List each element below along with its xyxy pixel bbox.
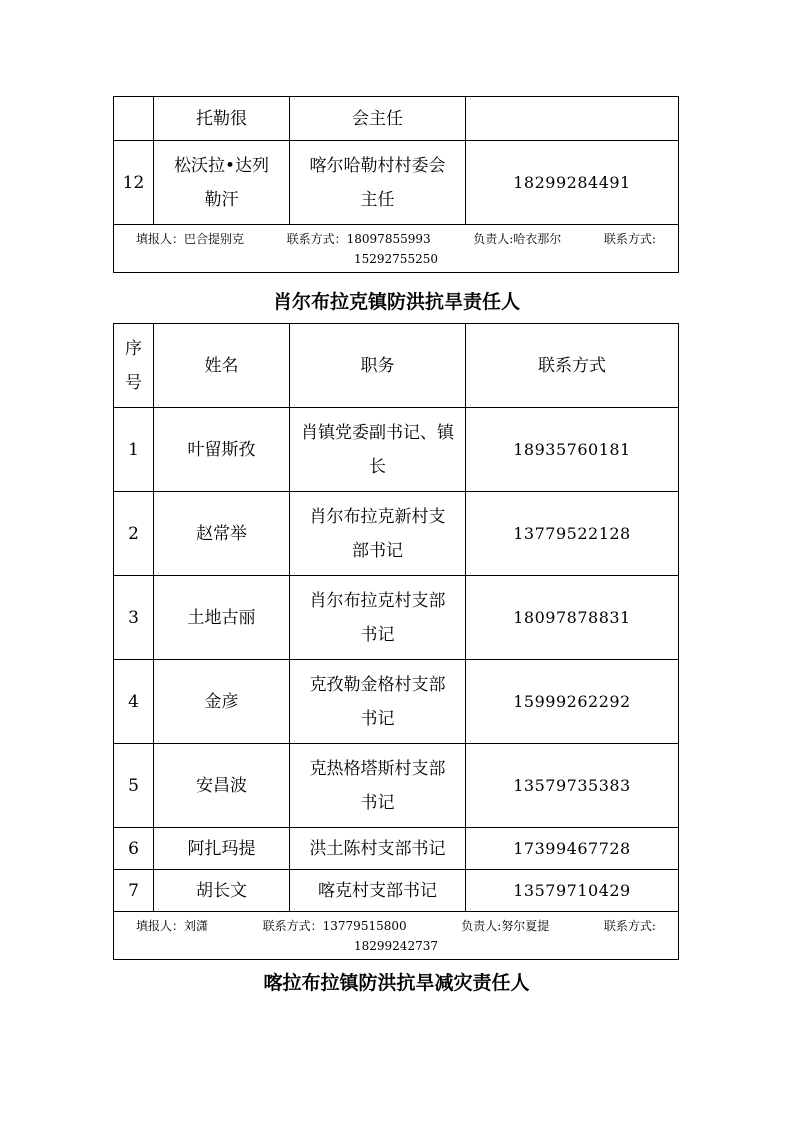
cell-name-line: 托勒很 (196, 108, 247, 129)
cell-title-line: 会主任 (352, 108, 403, 129)
cell-phone: 18935760181 (466, 408, 679, 492)
header-no (114, 324, 154, 408)
cell-name (154, 141, 290, 225)
cell-name: 胡长文 (154, 870, 290, 912)
table-continuation (113, 96, 679, 273)
cell-title-line: 克热格塔斯村支部 (309, 758, 446, 779)
footer-cell (114, 912, 679, 960)
header-no-line: 号 (125, 372, 142, 393)
cell-title-line: 喀尔哈勒村村委会 (309, 155, 446, 176)
cell-title-line: 部书记 (352, 540, 403, 561)
cell-name: 土地古丽 (154, 576, 290, 660)
cell-title (290, 408, 466, 492)
cell-no: 6 (114, 828, 154, 870)
cell-name: 赵常举 (154, 492, 290, 576)
cell-name: 叶留斯孜 (154, 408, 290, 492)
cell-title (290, 97, 466, 141)
cell-title-line: 洪土陈村支部书记 (309, 838, 446, 859)
table-row (114, 660, 679, 744)
table-row (114, 492, 679, 576)
header-title: 职务 (290, 324, 466, 408)
footer-cell (114, 225, 679, 273)
cell-no: 12 (114, 141, 154, 225)
cell-no: 2 (114, 492, 154, 576)
cell-name: 安昌波 (154, 744, 290, 828)
filler-contact: 联系方式：18097855993 (286, 231, 431, 246)
contact-label: 联系方式: (603, 918, 656, 933)
cell-phone: 18299284491 (466, 141, 679, 225)
cell-title (290, 141, 466, 225)
section-title: 喀拉布拉镇防洪抗旱减灾责任人 (263, 972, 530, 994)
contact-label: 联系方式: (603, 231, 656, 246)
table-header-row (114, 324, 679, 408)
cell-no: 3 (114, 576, 154, 660)
cell-title-line: 主任 (360, 189, 395, 210)
cell-phone: 17399467728 (466, 828, 679, 870)
table-row (114, 576, 679, 660)
table-row (114, 744, 679, 828)
table-responsible-persons (113, 323, 679, 960)
table-footer-row (114, 912, 679, 960)
cell-no: 1 (114, 408, 154, 492)
cell-phone: 13779522128 (466, 492, 679, 576)
cell-title (290, 744, 466, 828)
cell-no: 7 (114, 870, 154, 912)
table-row (114, 141, 679, 225)
cell-phone (466, 97, 679, 141)
cell-title-line: 长 (369, 456, 386, 477)
cell-no: 5 (114, 744, 154, 828)
cell-phone: 13579710429 (466, 870, 679, 912)
table-footer-row (114, 225, 679, 273)
cell-name-line: 勒汗 (204, 189, 239, 210)
table-row (114, 828, 679, 870)
cell-phone: 15999262292 (466, 660, 679, 744)
header-no-line: 序 (125, 338, 142, 359)
cell-title (290, 870, 466, 912)
cell-title-line: 肖尔布拉克新村支 (309, 506, 446, 527)
cell-title (290, 492, 466, 576)
cell-name-line: 松沃拉•达列 (173, 155, 270, 176)
table-row (114, 97, 679, 141)
header-phone: 联系方式 (466, 324, 679, 408)
cell-title (290, 828, 466, 870)
cell-no (114, 97, 154, 141)
cell-title-line: 书记 (360, 708, 395, 729)
cell-name: 阿扎玛提 (154, 828, 290, 870)
contact-phone: 15292755250 (354, 251, 438, 266)
cell-name: 金彦 (154, 660, 290, 744)
cell-name (154, 97, 290, 141)
cell-title (290, 576, 466, 660)
contact-phone: 18299242737 (354, 938, 438, 953)
cell-phone: 18097878831 (466, 576, 679, 660)
cell-title-line: 肖尔布拉克村支部 (309, 590, 446, 611)
cell-title-line: 喀克村支部书记 (318, 880, 437, 901)
cell-title-line: 书记 (360, 624, 395, 645)
filler-contact: 联系方式：13779515800 (262, 918, 407, 933)
header-name: 姓名 (154, 324, 290, 408)
responsible-label: 负责人:哈衣那尔 (473, 231, 562, 246)
cell-title (290, 660, 466, 744)
cell-no: 4 (114, 660, 154, 744)
filler-label: 填报人：刘潇 (136, 918, 209, 933)
responsible-label: 负责人:努尔夏提 (461, 918, 550, 933)
cell-title-line: 书记 (360, 792, 395, 813)
cell-title-line: 克孜勒金格村支部 (309, 674, 446, 695)
filler-label: 填报人：巴合提别克 (136, 231, 245, 246)
cell-phone: 13579735383 (466, 744, 679, 828)
section-title: 肖尔布拉克镇防洪抗旱责任人 (272, 291, 520, 313)
cell-title-line: 肖镇党委副书记、镇 (301, 422, 454, 443)
table-row (114, 870, 679, 912)
table-row (114, 408, 679, 492)
